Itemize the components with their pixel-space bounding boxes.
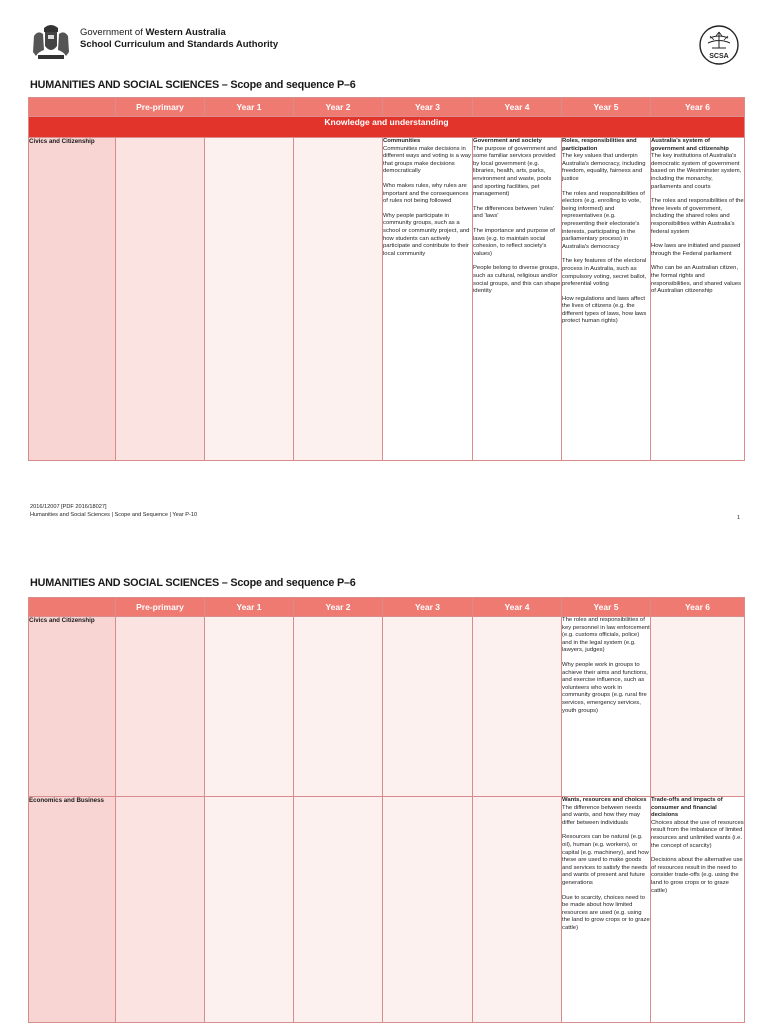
- cell-text: Choices about the use of resources result from the imbalance of limited resources and unlimited wants (i.e. the concept of scarcity): [651, 819, 744, 849]
- scsa-logo-icon: [698, 24, 740, 66]
- strand-header-cell: [29, 98, 116, 117]
- government-label: [80, 27, 278, 39]
- empty-cell: [205, 617, 294, 797]
- cell-text: Who can be an Australian citizen, the formal rights and responsibilities, and shared values of Australian citizenship: [651, 265, 742, 295]
- empty-cell: [116, 617, 205, 797]
- strand-label: Economics and Business: [29, 797, 116, 1023]
- col-year-2: Year 2: [294, 98, 383, 117]
- cell-heading: Communities: [383, 138, 421, 144]
- empty-cell: [116, 138, 205, 461]
- cell-text: The importance and purpose of laws (e.g. to maintain social cohesion, to reflect society's values): [473, 227, 555, 257]
- empty-cell: [473, 797, 562, 1023]
- col-year-5: Year 5: [562, 98, 651, 117]
- col-year-4: Year 4: [473, 98, 562, 117]
- cell-text: Resources can be natural (e.g. oil), human (e.g. workers), or capital (e.g. machinery), and how these are used to make goods and services to satisfy the needs and wants of present and future generations: [562, 834, 649, 886]
- cell-text: The difference between needs and wants, and how they may differ between individuals: [562, 804, 642, 826]
- col-year-6: Year 6: [651, 598, 745, 617]
- cell-text: How laws are initiated and passed through the Federal parliament: [651, 243, 741, 257]
- cell-text: Who makes rules, why rules are important and the consequences of rules not being followed: [383, 182, 469, 205]
- col-year-3: Year 3: [383, 98, 473, 117]
- government-branding: [80, 27, 278, 51]
- empty-cell: [473, 617, 562, 797]
- col-year-6: Year 6: [651, 98, 745, 117]
- cell-text: Decisions about the alternative use of resources result in the need to consider trade-offs (e.g. using the land to grow crops or to graze cattle): [651, 857, 743, 894]
- page-number: 1: [737, 515, 741, 521]
- cell-text: The key features of the electoral process in Australia, such as compulsory voting, secret ballot, preferential voting: [562, 258, 647, 288]
- empty-cell: [383, 797, 473, 1023]
- band-knowledge-understanding: Knowledge and understanding: [29, 117, 745, 138]
- empty-cell: [651, 617, 745, 797]
- document-subtitle: Humanities and Social Sciences | Scope and Sequence | Year P-10: [30, 512, 198, 518]
- scsa-mark-text: SCSA: [709, 53, 729, 60]
- strand-header-cell: [29, 598, 116, 617]
- empty-cell: [383, 617, 473, 797]
- page-footer: [30, 503, 197, 519]
- col-pre-primary: Pre-primary: [116, 598, 205, 617]
- col-year-4: Year 4: [473, 598, 562, 617]
- strand-label: Civics and Citizenship: [29, 138, 116, 461]
- gov-prefix: Government of: [80, 27, 146, 38]
- cell-text: Communities make decisions in different ways and voting is a way that groups make decisions democratically: [383, 145, 471, 175]
- table-row: [29, 617, 745, 797]
- col-year-1: Year 1: [205, 98, 294, 117]
- col-pre-primary: Pre-primary: [116, 98, 205, 117]
- cell-heading: Government and society: [473, 138, 542, 144]
- empty-cell: [116, 797, 205, 1023]
- table-row: [29, 138, 745, 461]
- cell-text: Why people participate in community groups, such as a school or community project, and how students can actively participate and contribute to their local community: [383, 212, 470, 257]
- authority-name: School Curriculum and Standards Authority: [80, 39, 279, 50]
- col-year-3: Year 3: [383, 598, 473, 617]
- col-year-5: Year 5: [562, 598, 651, 617]
- cell-heading: Wants, resources and choices: [562, 797, 647, 803]
- scope-table-page-1: [28, 97, 745, 461]
- cell-text: Due to scarcity, choices need to be made about how limited resources are used (e.g. using the land to grow crops or to graze cattle): [562, 894, 650, 931]
- col-year-1: Year 1: [205, 598, 294, 617]
- strand-label: Civics and Citizenship: [29, 617, 116, 797]
- cell-year-3: [383, 138, 473, 461]
- cell-heading: Trade-offs and impacts of consumer and financial decisions: [651, 797, 723, 819]
- cell-text: The differences between 'rules' and 'laws': [473, 205, 555, 220]
- cell-year-5: [562, 617, 651, 797]
- empty-cell: [294, 138, 383, 461]
- gov-state-name: Western Australia: [145, 27, 226, 38]
- cell-text: The key institutions of Australia's democratic system of government based on the Westminster system, including the monarchy, parliaments and courts: [651, 153, 742, 190]
- cell-year-6: [651, 797, 745, 1023]
- cell-heading: Australia's system of government and citizenship: [651, 138, 729, 152]
- cell-text: The key values that underpin Australia's democracy, including freedom, equality, fairness and justice: [562, 153, 646, 182]
- page-title-2: HUMANITIES AND SOCIAL SCIENCES – Scope and sequence P–6: [30, 577, 356, 589]
- cell-year-4: [473, 138, 562, 461]
- page-title: HUMANITIES AND SOCIAL SCIENCES – Scope and sequence P–6: [30, 79, 356, 91]
- empty-cell: [205, 797, 294, 1023]
- document-reference: 2016/12007 [PDF 2016/18027]: [30, 504, 107, 510]
- cell-year-5: [562, 138, 651, 461]
- cell-text: The roles and responsibilities of the three levels of government, including the shared roles and responsibilities within Australia's federal system: [651, 198, 744, 235]
- cell-text: How regulations and laws affect the lives of citizens (e.g. the different types of laws, how laws protect human rights): [562, 295, 647, 325]
- table-row: [29, 797, 745, 1023]
- column-header-row: [29, 598, 745, 617]
- band-row: [29, 117, 745, 138]
- cell-year-6: [651, 138, 745, 461]
- cell-text: People belong to diverse groups, such as cultural, religious and/or social groups, and this can shape identity: [473, 265, 561, 295]
- page-header: [0, 0, 768, 75]
- col-year-2: Year 2: [294, 598, 383, 617]
- empty-cell: [294, 797, 383, 1023]
- cell-text: The roles and responsibilities of key personnel in law enforcement (e.g. customs officials, police) and in the legal system (e.g. lawyers, judges): [562, 617, 650, 654]
- cell-text: Why people work in groups to achieve their aims and functions, and exercise influence, such as volunteers who work in community groups (e.g. rural fire services, emergency services, youth groups): [562, 661, 648, 714]
- column-header-row: [29, 98, 745, 117]
- cell-text: The purpose of government and some familiar services provided by local government (e.g. libraries, health, arts, parks, environment and waste, pools and sporting facilities, pet management): [473, 145, 557, 198]
- cell-year-5: [562, 797, 651, 1023]
- empty-cell: [205, 138, 294, 461]
- cell-heading: Roles, responsibilities and participation: [562, 138, 637, 152]
- wa-coat-of-arms-icon: [30, 22, 72, 62]
- empty-cell: [294, 617, 383, 797]
- cell-text: The roles and responsibilities of electors (e.g. enrolling to vote, being informed) and representatives (e.g. representing their electorate's interests, participating in the parliamentary process) in Australia's democracy: [562, 190, 645, 250]
- scope-table-page-2: [28, 597, 745, 1023]
